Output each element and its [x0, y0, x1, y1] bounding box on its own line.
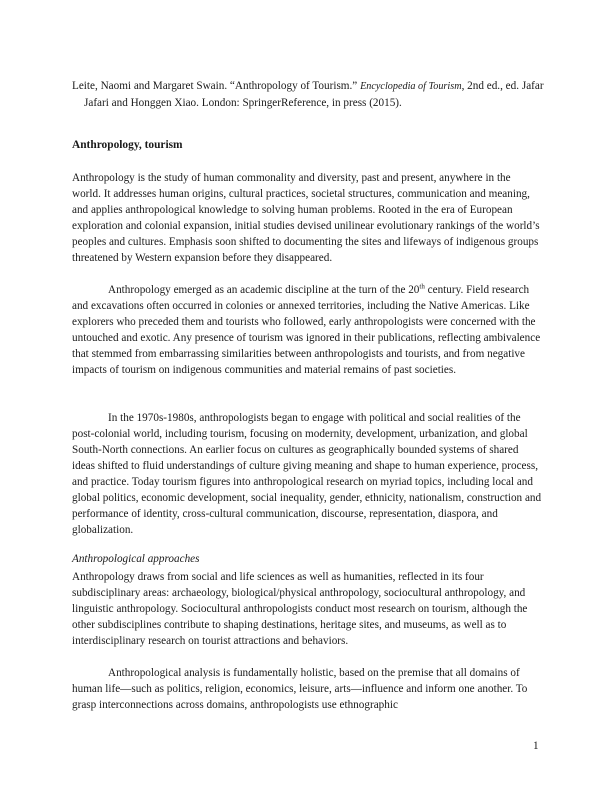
paragraph-4: Anthropology draws from social and life sciences as well as humanities, reflected in its four subdisciplinary areas: archaeology, biological/physical anthropology, sociocultural anthropology, and linguistic anthropology. Sociocultural anthropologists conduct most research on tourism, although the other subdisciplines contribute to shaping destinations, heritage sites, and museums, as well as to interdisciplinary research on tourist attractions and behaviors.	[72, 571, 528, 647]
sub-heading: Anthropological approaches	[72, 553, 200, 565]
paragraph-2-end: century. Field research and excavations often occurred in colonies or annexed territories, including the Native Americas. Like explorers who preceded them and tourists who followed, early anthropologists were concerned with the untouched and exotic. Any presence of tourism was ignored in their publications, reflecting ambivalence that stemmed from embarrassing similarities between anthropologists and tourists, and from negative impacts of tourism on indigenous communities and material remains of past societies.	[72, 284, 541, 376]
paragraph-5: Anthropological analysis is fundamentally holistic, based on the premise that all domains of human life—such as politics, religion, economics, leisure, arts—influence and inform one another. To grasp interconnections across domains, anthropologists use ethnographic	[72, 667, 528, 711]
section-heading: Anthropology, tourism	[72, 139, 183, 151]
citation-journal: Encyclopedia of Tourism	[360, 81, 462, 92]
page-number: 1	[533, 740, 539, 752]
paragraph-3: In the 1970s-1980s, anthropologists began to engage with political and social realities of the post-colonial world, including tourism, focusing on modernity, development, urbanization, and global South-North connections. An earlier focus on cultures as geographically bounded systems of shared ideas shifted to fluid understandings of culture giving meaning and shape to human experience, process, and practice. Today tourism figures into anthropological research on myriad topics, including local and global politics, economic development, social inequality, gender, ethnicity, nationalism, construction and performance of identity, cross-cultural communication, discourse, representation, diaspora, and globalization.	[72, 412, 542, 536]
paragraph-1: Anthropology is the study of human commonality and diversity, past and present, anywhere in the world. It addresses human origins, cultural practices, societal structures, communication and meaning, and applies anthropological knowledge to solving human problems. Rooted in the era of European exploration and colonial expansion, initial studies devised unilinear evolutionary rankings of the world’s peoples and cultures. Emphasis soon shifted to documenting the sites and lifeways of indigenous groups threatened by Western expansion before they disappeared.	[72, 172, 540, 264]
superscript-th: th	[419, 282, 425, 291]
paragraph-2-start: Anthropology emerged as an academic discipline at the turn of the 20	[108, 284, 420, 296]
citation	[72, 78, 554, 111]
citation-details: , 2nd ed., ed. Jafar Jafari and Honggen Xiao. London: SpringerReference, in press (2015).	[84, 80, 544, 109]
citation-authors: Leite, Naomi and Margaret Swain. “Anthropology of Tourism.”	[72, 80, 361, 92]
paragraph-2	[72, 282, 542, 378]
